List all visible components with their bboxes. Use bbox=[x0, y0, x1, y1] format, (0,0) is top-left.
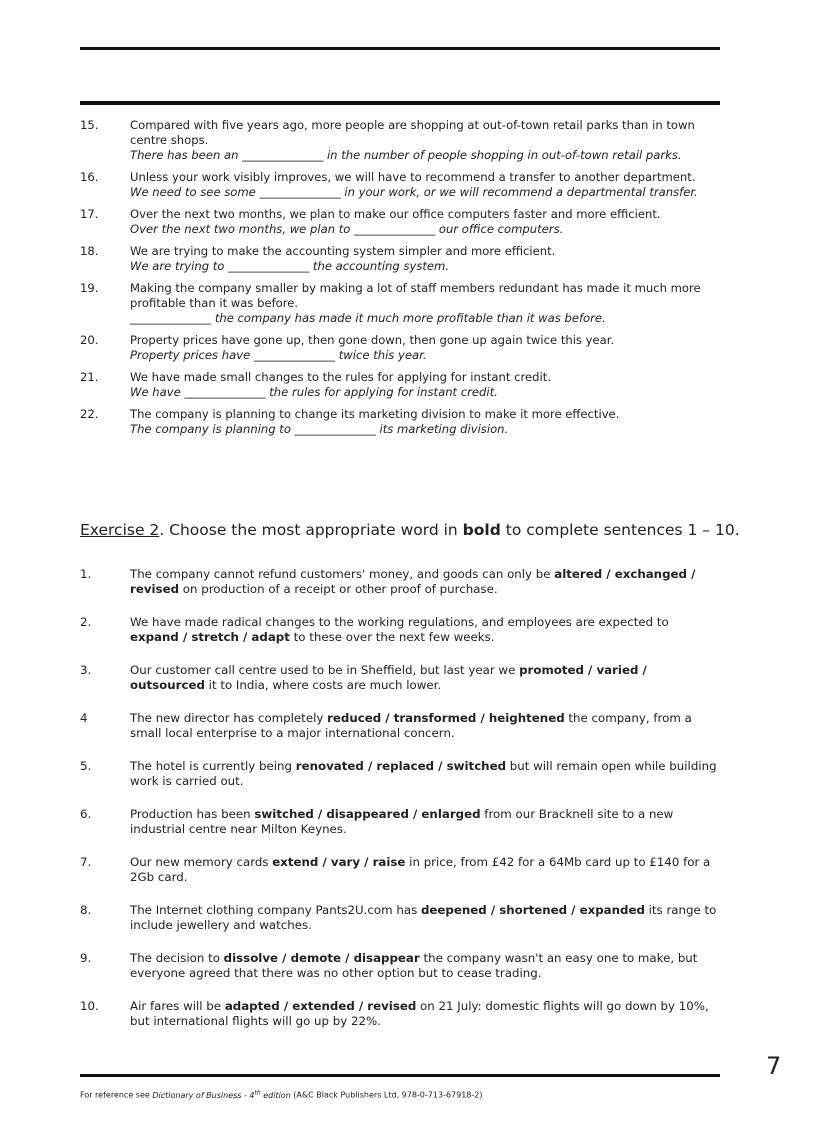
item-answer-line: We need to see some ______________ in your work, or we will recommend a departmental transfer. bbox=[130, 185, 698, 199]
item-number: 9. bbox=[80, 951, 92, 965]
sentence-start: The company cannot refund customers' money, and goods can only be bbox=[130, 567, 555, 581]
item-number: 8. bbox=[80, 903, 92, 917]
word-choices: switched / disappeared / enlarged bbox=[254, 807, 481, 821]
footer-superscript: th bbox=[254, 1089, 261, 1096]
item-sentence: We have made small changes to the rules for applying for instant credit. bbox=[130, 370, 551, 384]
footer-book-title bbox=[152, 1091, 290, 1100]
item-number: 18. bbox=[80, 244, 99, 258]
sentence-start: We have made radical changes to the working regulations, and employees are expected to bbox=[130, 615, 669, 629]
item-sentence bbox=[130, 951, 720, 981]
footer-title-end: edition bbox=[260, 1090, 291, 1100]
sentence-start: Our new memory cards bbox=[130, 855, 273, 869]
sentence-start: Our customer call centre used to be in Sheffield, but last year we bbox=[130, 663, 520, 677]
item-answer-line: There has been an ______________ in the number of people shopping in out-of-town retail parks. bbox=[130, 148, 682, 162]
item-sentence: Property prices have gone up, then gone down, then gone up again twice this year. bbox=[130, 333, 615, 347]
sentence-end: the company, from a small local enterprise to a major international concern. bbox=[130, 711, 692, 740]
exercise-1-list bbox=[80, 118, 720, 437]
item-number: 4 bbox=[80, 711, 88, 725]
sentence-start: The decision to bbox=[130, 951, 224, 965]
exercise-2-item-6 bbox=[80, 807, 720, 837]
item-sentence bbox=[130, 903, 720, 933]
exercise-2-heading bbox=[80, 520, 740, 540]
sentence-start: The new director has completely bbox=[130, 711, 328, 725]
sentence-end: the company wasn't an easy one to make, but everyone agreed that there was no other option but to cease trading. bbox=[130, 951, 698, 980]
item-answer-line: Over the next two months, we plan to ______________ our office computers. bbox=[130, 222, 564, 236]
item-sentence: Unless your work visibly improves, we will have to recommend a transfer to another department. bbox=[130, 170, 696, 184]
exercise-2-item-7 bbox=[80, 855, 720, 885]
exercise-1-item-20 bbox=[80, 333, 720, 363]
sentence-start: Air fares will be bbox=[130, 999, 225, 1013]
item-number: 15. bbox=[80, 118, 99, 132]
word-choices: adapted / extended / revised bbox=[224, 999, 417, 1013]
exercise-2-label: Exercise 2 bbox=[80, 521, 160, 539]
exercise-1-item-22 bbox=[80, 407, 720, 437]
item-number: 5. bbox=[80, 759, 92, 773]
sentence-end: on production of a receipt or other proof of purchase. bbox=[179, 582, 498, 596]
word-choices: extend / vary / raise bbox=[272, 855, 406, 869]
footer-reference bbox=[80, 1088, 483, 1101]
sentence-start: The Internet clothing company Pants2U.com has bbox=[130, 903, 421, 917]
sentence-end: its range to include jewellery and watches. bbox=[130, 903, 717, 932]
exercise-2-item-9 bbox=[80, 951, 720, 981]
item-sentence: Making the company smaller by making a lot of staff members redundant has made it much more profitable than it was before. bbox=[130, 281, 701, 310]
header-rule-bottom bbox=[80, 101, 720, 105]
item-sentence bbox=[130, 567, 720, 597]
exercise-1-item-17 bbox=[80, 207, 720, 237]
item-number: 7. bbox=[80, 855, 92, 869]
sentence-end: but will remain open while building work is carried out. bbox=[130, 759, 717, 788]
item-number: 6. bbox=[80, 807, 92, 821]
page-number: 7 bbox=[766, 1052, 782, 1080]
sentence-end: in price, from £42 for a 64Mb card up to £140 for a 2Gb card. bbox=[130, 855, 711, 884]
exercise-2-instruction-bold: bold bbox=[462, 521, 501, 539]
word-choices: expand / stretch / adapt bbox=[130, 630, 290, 644]
exercise-1-item-19 bbox=[80, 281, 720, 326]
item-number: 20. bbox=[80, 333, 99, 347]
footer-title: Dictionary of Business - 4 bbox=[152, 1090, 255, 1100]
item-number: 22. bbox=[80, 407, 99, 421]
sentence-end: it to India, where costs are much lower. bbox=[204, 678, 442, 692]
exercise-2-item-8 bbox=[80, 903, 720, 933]
word-choices: renovated / replaced / switched bbox=[295, 759, 507, 773]
item-sentence: We are trying to make the accounting system simpler and more efficient. bbox=[130, 244, 556, 258]
exercise-2-item-3 bbox=[80, 663, 720, 693]
exercise-2-item-2 bbox=[80, 615, 720, 645]
item-sentence bbox=[130, 807, 720, 837]
item-number: 10. bbox=[80, 999, 99, 1013]
exercise-2-list bbox=[80, 567, 720, 1029]
footer-prefix: For reference see bbox=[80, 1090, 153, 1100]
item-sentence bbox=[130, 855, 720, 885]
item-answer-line: We have ______________ the rules for applying for instant credit. bbox=[130, 385, 498, 399]
item-sentence bbox=[130, 711, 720, 741]
item-answer-line: The company is planning to ______________ its marketing division. bbox=[130, 422, 509, 436]
footer-rule bbox=[80, 1074, 720, 1077]
exercise-1-item-15 bbox=[80, 118, 720, 163]
item-number: 1. bbox=[80, 567, 92, 581]
exercise-2-item-10 bbox=[80, 999, 720, 1029]
item-sentence: Compared with five years ago, more people are shopping at out-of-town retail parks than in town centre shops. bbox=[130, 118, 695, 147]
item-sentence bbox=[130, 759, 720, 789]
item-number: 3. bbox=[80, 663, 92, 677]
sentence-start: Production has been bbox=[130, 807, 255, 821]
exercise-1-item-18 bbox=[80, 244, 720, 274]
exercise-2-instruction-b: to complete sentences 1 – 10. bbox=[500, 521, 740, 539]
item-number: 16. bbox=[80, 170, 99, 184]
item-sentence bbox=[130, 615, 720, 645]
item-number: 19. bbox=[80, 281, 99, 295]
word-choices: dissolve / demote / disappear bbox=[223, 951, 420, 965]
item-number: 17. bbox=[80, 207, 99, 221]
item-number: 21. bbox=[80, 370, 99, 384]
exercise-2-item-5 bbox=[80, 759, 720, 789]
header-rule-top bbox=[80, 47, 720, 50]
item-sentence: The company is planning to change its marketing division to make it more effective. bbox=[130, 407, 620, 421]
sentence-start: The hotel is currently being bbox=[130, 759, 296, 773]
sentence-end: to these over the next few weeks. bbox=[289, 630, 495, 644]
item-answer-line: Property prices have ______________ twice this year. bbox=[130, 348, 427, 362]
word-choices: reduced / transformed / heightened bbox=[327, 711, 565, 725]
sentence-end: on 21 July: domestic flights will go down by 10%, but international flights will go up by 22%. bbox=[130, 999, 709, 1028]
word-choices: altered / exchanged / revised bbox=[130, 567, 696, 596]
word-choices: deepened / shortened / expanded bbox=[420, 903, 645, 917]
sentence-end: from our Bracknell site to a new industrial centre near Milton Keynes. bbox=[130, 807, 674, 836]
exercise-1-item-16 bbox=[80, 170, 720, 200]
word-choices: promoted / varied / outsourced bbox=[130, 663, 647, 692]
item-answer-line: We are trying to ______________ the accounting system. bbox=[130, 259, 450, 273]
item-sentence bbox=[130, 999, 720, 1029]
exercise-2-instruction-a: . Choose the most appropriate word in bbox=[159, 521, 463, 539]
item-sentence bbox=[130, 663, 720, 693]
exercise-2-item-1 bbox=[80, 567, 720, 597]
item-sentence: Over the next two months, we plan to make our office computers faster and more efficient. bbox=[130, 207, 661, 221]
item-number: 2. bbox=[80, 615, 92, 629]
exercise-2-item-4 bbox=[80, 711, 720, 741]
item-answer-line: ______________ the company has made it much more profitable than it was before. bbox=[130, 311, 606, 325]
footer-publisher: (A&C Black Publishers Ltd, 978-0-713-67918-2) bbox=[290, 1090, 483, 1100]
exercise-1-item-21 bbox=[80, 370, 720, 400]
